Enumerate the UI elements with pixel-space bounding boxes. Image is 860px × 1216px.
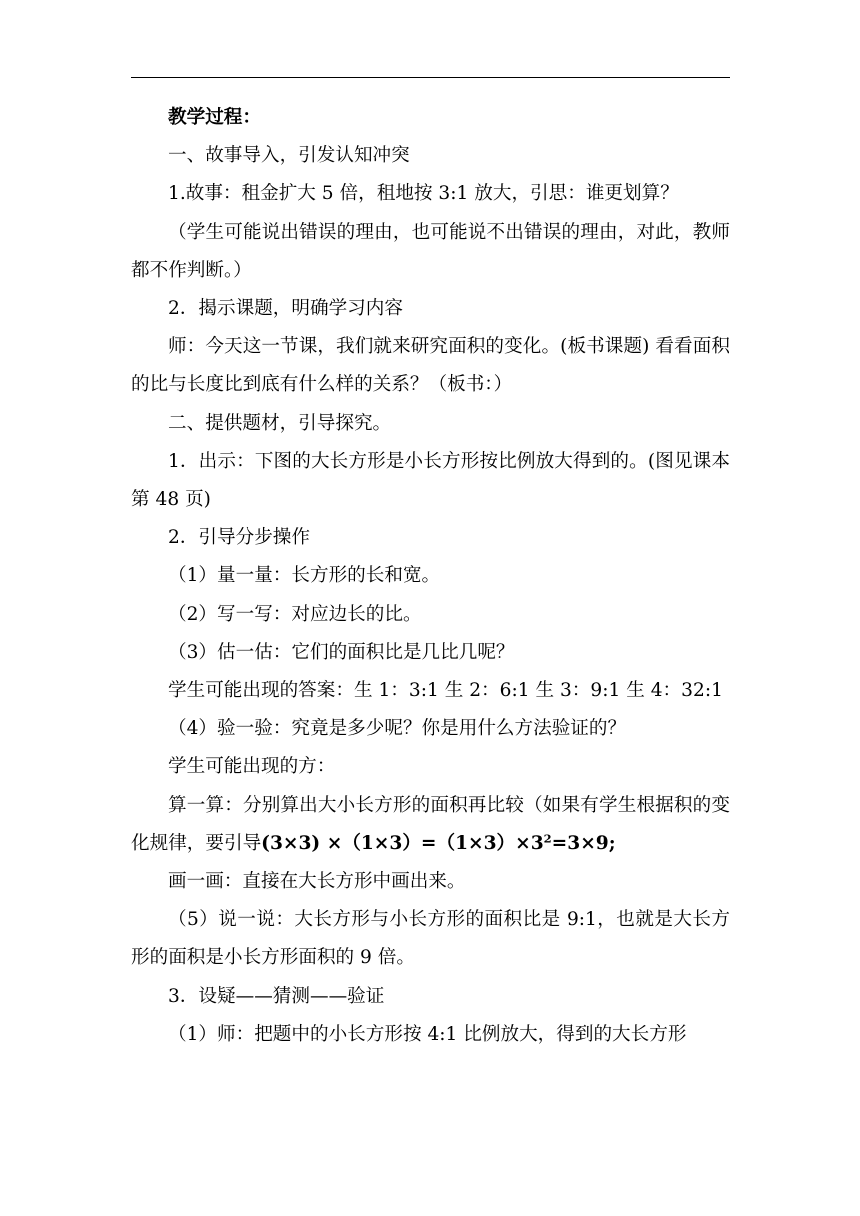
paragraph-doubt-guess-verify: 3．设疑——猜测——验证 (168, 985, 385, 1007)
student-methods: 学生可能出现的方： (168, 756, 336, 778)
paragraph-teacher-question: （1）师：把题中的小长方形按 4:1 比例放大，得到的大长方形 (168, 1023, 687, 1045)
student-answers: 学生可能出现的答案：生 1：3:1 生 2：6:1 生 3：9:1 生 4：32:1 (168, 680, 723, 702)
paragraph-teacher-intro: 师：今天这一节课，我们就来研究面积的变化。(板书课题) 看看面积的比与长度比到底有什么样的关系？（板书：） (131, 336, 730, 396)
calc-formula: (3×3) ×（1×3）=（1×3）×3 (261, 832, 544, 854)
paragraph-student-reasons: （学生可能说出错误的理由，也可能说不出错误的理由，对此，教师都不作判断。） (131, 221, 730, 281)
calc-text: 算一算：分别算出大小长方形的面积再比较（如果有学生根据积的变化规律，要引导 (131, 794, 730, 854)
section-title-2: 二、提供题材，引导探究。 (168, 412, 392, 434)
paragraph-guide-steps: 2．引导分步操作 (168, 527, 310, 549)
paragraph-story: 1.故事：租金扩大 5 倍，租地按 3:1 放大，引思：谁更划算？ (168, 183, 679, 205)
paragraph-show-figure: 1．出示：下图的大长方形是小长方形按比例放大得到的。(图见课本第 48 页) (131, 450, 730, 511)
calc-exponent: 2 (543, 831, 552, 846)
paragraph-draw: 画一画：直接在大长方形中画出来。 (168, 871, 466, 893)
header-rule (131, 77, 730, 78)
section-heading: 教学过程： (168, 107, 261, 128)
calc-result: =3×9; (551, 832, 616, 854)
paragraph-calculate (131, 787, 730, 863)
document-body (131, 99, 730, 1054)
step-explain: （5）说一说：大长方形与小长方形的面积比是 9:1，也就是大长方形的面积是小长方形面积的 9 倍。 (131, 909, 730, 969)
step-write: （2）写一写：对应边长的比。 (168, 603, 422, 625)
step-verify: （4）验一验：究竟是多少呢？你是用什么方法验证的？ (168, 718, 627, 740)
section-title-1: 一、故事导入，引发认知冲突 (168, 145, 410, 167)
step-measure: （1）量一量：长方形的长和宽。 (168, 565, 441, 587)
paragraph-reveal-topic: 2．揭示课题，明确学习内容 (168, 298, 403, 320)
step-estimate: （3）估一估：它们的面积比是几比几呢？ (168, 641, 515, 663)
